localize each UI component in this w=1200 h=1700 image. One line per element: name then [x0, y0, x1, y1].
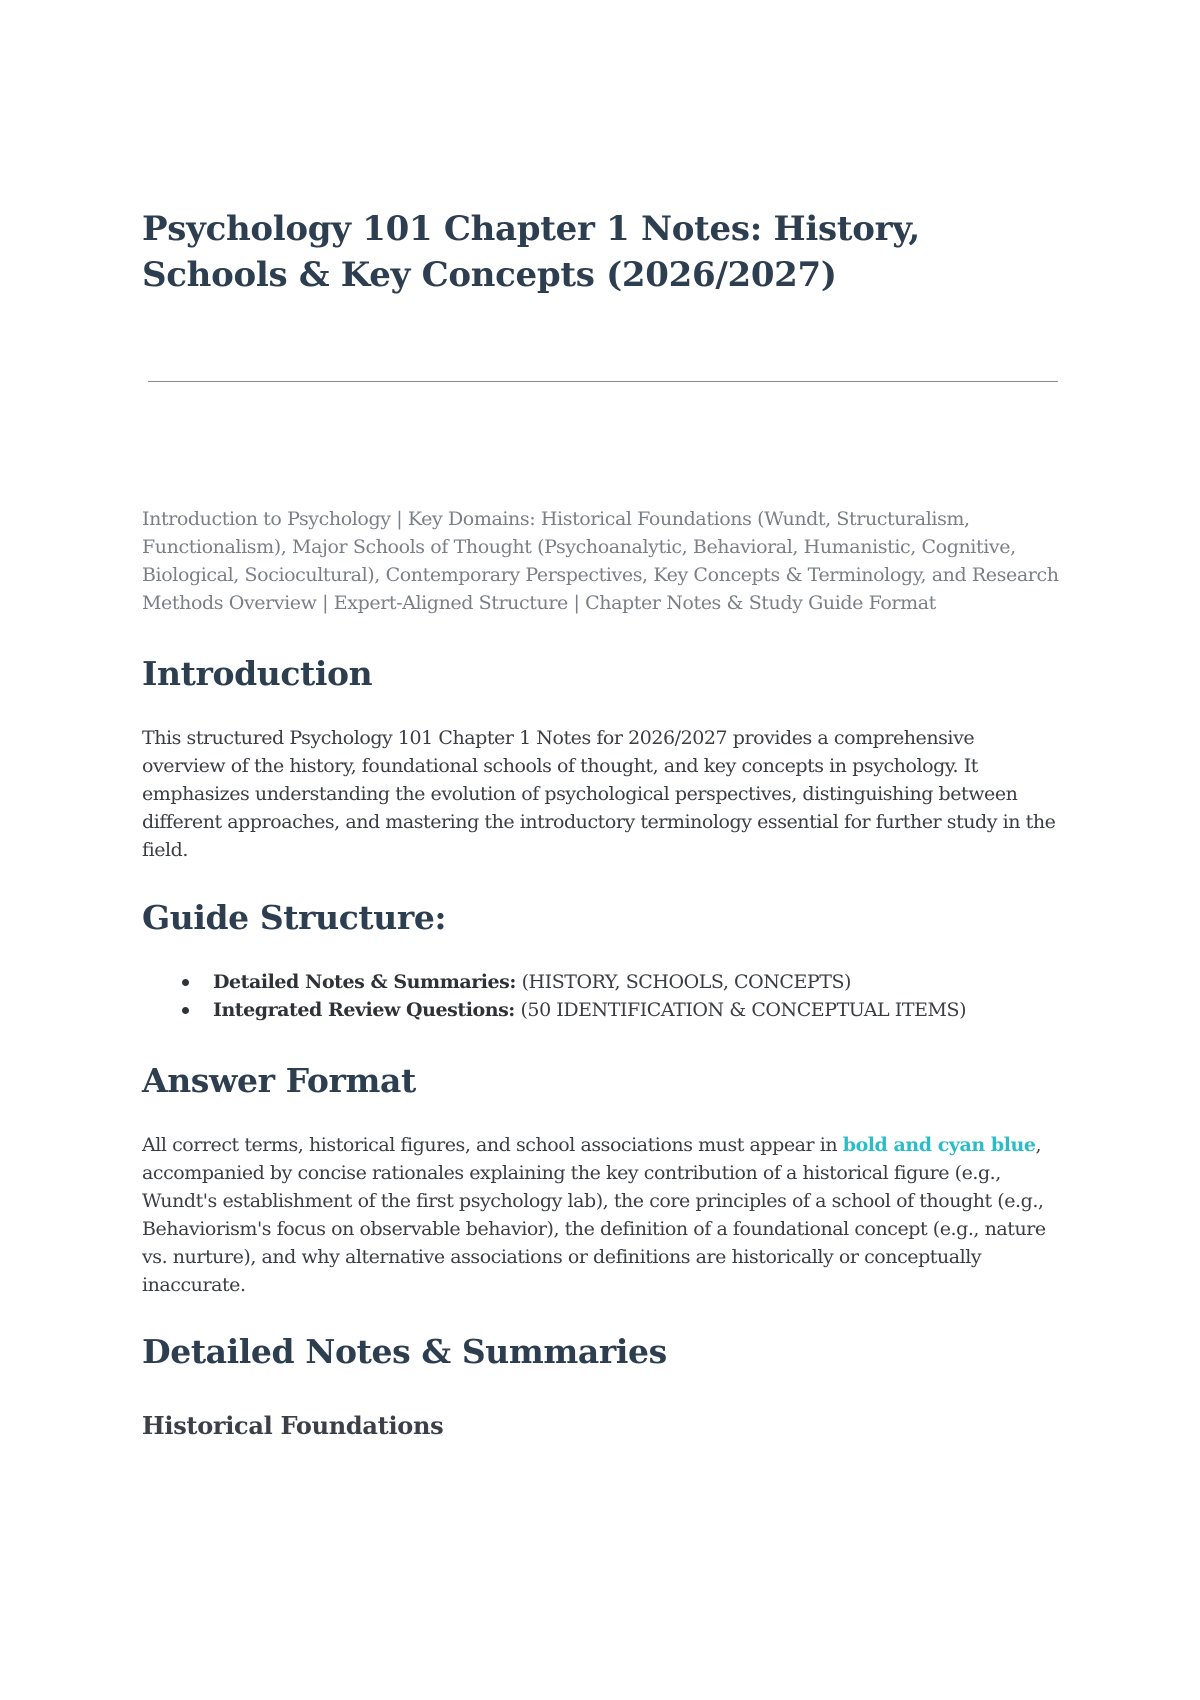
answer-format-heading: Answer Format [142, 1061, 416, 1100]
horizontal-divider [148, 381, 1058, 382]
guide-structure-heading: Guide Structure: [142, 898, 447, 937]
list-item-label: Detailed Notes & Summaries: [213, 971, 516, 993]
document-subtitle: Introduction to Psychology | Key Domains: Historical Foundations (Wundt, Structuralism, Functionalism), Major Schools of Thought (Psychoanalytic, Behavioral, Humanistic, Cognitive, Biological, Sociocultural), Contemporary Perspectives, Key Concepts & Terminology, and Research Methods Overview | Expert-Aligned Structure | Chapter Notes & Study Guide Format [142, 508, 1059, 614]
list-item [142, 996, 1062, 1024]
bullet-icon [182, 1007, 189, 1014]
accent-text: bold and cyan blue [842, 1134, 1036, 1156]
list-item-detail: (50 IDENTIFICATION & CONCEPTUAL ITEMS) [514, 999, 967, 1021]
bullet-icon [182, 979, 189, 986]
answer-format-text-end: , accompanied by concise rationales explaining the key contribution of a historical figure (e.g., Wundt's establishment of the first psychology lab), the core principles of a school of thought (e.g., Behaviorism's focus on observable behavior), the definition of a foundational concept (e.g., nature vs. nurture), and why alternative associations or definitions are historically or conceptually inaccurate. [142, 1134, 1046, 1296]
list-item [142, 968, 1062, 996]
guide-structure-list [142, 968, 1062, 1024]
introduction-paragraph: This structured Psychology 101 Chapter 1 Notes for 2026/2027 provides a comprehensive overview of the history, foundational schools of thought, and key concepts in psychology. It emphasizes understanding the evolution of psychological perspectives, distinguishing between different approaches, and mastering the introductory terminology essential for further study in the field. [142, 727, 1056, 861]
detailed-notes-heading: Detailed Notes & Summaries [142, 1332, 667, 1371]
answer-format-paragraph [142, 1131, 1062, 1299]
introduction-heading: Introduction [142, 654, 373, 693]
list-item-detail: (HISTORY, SCHOOLS, CONCEPTS) [516, 971, 851, 993]
document-title: Psychology 101 Chapter 1 Notes: History, Schools & Key Concepts (2026/2027) [142, 209, 920, 295]
answer-format-text-start: All correct terms, historical figures, and school associations must appear in [142, 1134, 843, 1156]
historical-foundations-subheading: Historical Foundations [142, 1411, 444, 1440]
list-item-label: Integrated Review Questions: [213, 999, 515, 1021]
